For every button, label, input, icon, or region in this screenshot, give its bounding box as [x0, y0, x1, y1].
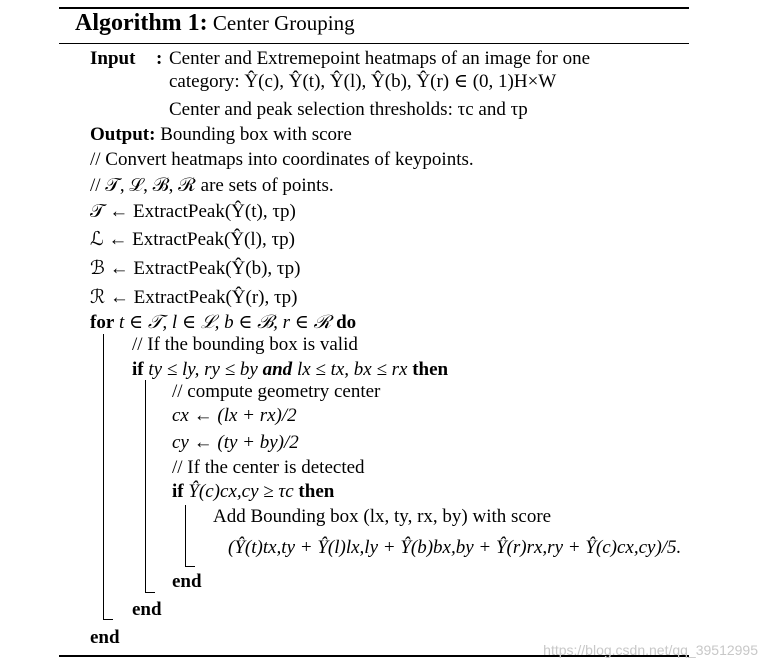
top-rule — [59, 7, 689, 9]
then-keyword: then — [412, 359, 449, 380]
comment-geometry: // compute geometry center — [172, 381, 381, 402]
inner-block-bar — [185, 505, 186, 566]
output-label: Output: — [90, 124, 156, 145]
if-keyword-2: if — [172, 481, 184, 502]
if-block-bar — [145, 380, 146, 592]
comment-detected: // If the center is detected — [172, 457, 365, 478]
if-block-tick — [145, 592, 155, 593]
then-keyword-2: then — [298, 481, 335, 502]
for-condition: t ∈ 𝒯, l ∈ ℒ, b ∈ ℬ, r ∈ ℛ — [119, 312, 332, 333]
input-label: Input — [90, 48, 136, 69]
and-keyword: and — [262, 359, 293, 380]
algorithm-name: Center Grouping — [212, 11, 355, 35]
input-line — [90, 49, 135, 68]
assign-left: ℒ ← ExtractPeak(Ŷ(l), τp) — [90, 229, 295, 250]
do-keyword: do — [336, 312, 357, 333]
input-text-2: category: Ŷ(c), Ŷ(t), Ŷ(l), Ŷ(b), Ŷ(r) ∈ (0, 1)H×W — [169, 71, 557, 92]
if-condition-a: ty ≤ ly, ry ≤ by — [148, 359, 258, 380]
if-center-condition: Ŷ(c)cx,cy ≥ τc — [188, 481, 294, 502]
title-rule — [59, 43, 689, 44]
cx-assign: cx ← (lx + rx)/2 — [172, 405, 297, 426]
if-center-line — [172, 482, 334, 501]
add-bbox-line: Add Bounding box (lx, ty, rx, by) with score — [213, 506, 552, 527]
output-text: Bounding box with score — [160, 124, 352, 145]
score-formula: (Ŷ(t)tx,ty + Ŷ(l)lx,ly + Ŷ(b)bx,by + Ŷ(r)rx,ry + Ŷ(c)cx,cy)/5. — [228, 537, 682, 558]
assign-top: 𝒯 ← ExtractPeak(Ŷ(t), τp) — [90, 201, 296, 222]
cy-assign: cy ← (ty + by)/2 — [172, 432, 299, 453]
algorithm-label: Algorithm 1: — [75, 10, 208, 36]
for-line — [90, 313, 356, 332]
algorithm-title — [75, 10, 355, 37]
output-line — [90, 125, 352, 144]
end-for: end — [90, 627, 120, 648]
if-keyword: if — [132, 359, 144, 380]
assign-bottom: ℬ ← ExtractPeak(Ŷ(b), τp) — [90, 258, 301, 279]
input-text-1: Center and Extremepoint heatmaps of an image for one — [169, 48, 591, 69]
comment-sets: // 𝒯, ℒ, ℬ, ℛ are sets of points. — [90, 175, 334, 196]
comment-valid: // If the bounding box is valid — [132, 334, 358, 355]
input-text-3: Center and peak selection thresholds: τc and τp — [169, 99, 528, 120]
end-if: end — [132, 599, 162, 620]
if-condition-b: lx ≤ tx, bx ≤ rx — [296, 359, 408, 380]
for-block-tick — [103, 619, 113, 620]
inner-block-tick — [185, 566, 195, 567]
input-colon: : — [156, 48, 163, 69]
for-block-bar — [103, 334, 104, 619]
end-inner: end — [172, 571, 202, 592]
for-keyword: for — [90, 312, 115, 333]
if-valid-line — [132, 360, 448, 379]
comment-convert: // Convert heatmaps into coordinates of keypoints. — [90, 149, 474, 170]
assign-right: ℛ ← ExtractPeak(Ŷ(r), τp) — [90, 287, 298, 308]
watermark: https://blog.csdn.net/qq_39512995 — [543, 642, 758, 658]
